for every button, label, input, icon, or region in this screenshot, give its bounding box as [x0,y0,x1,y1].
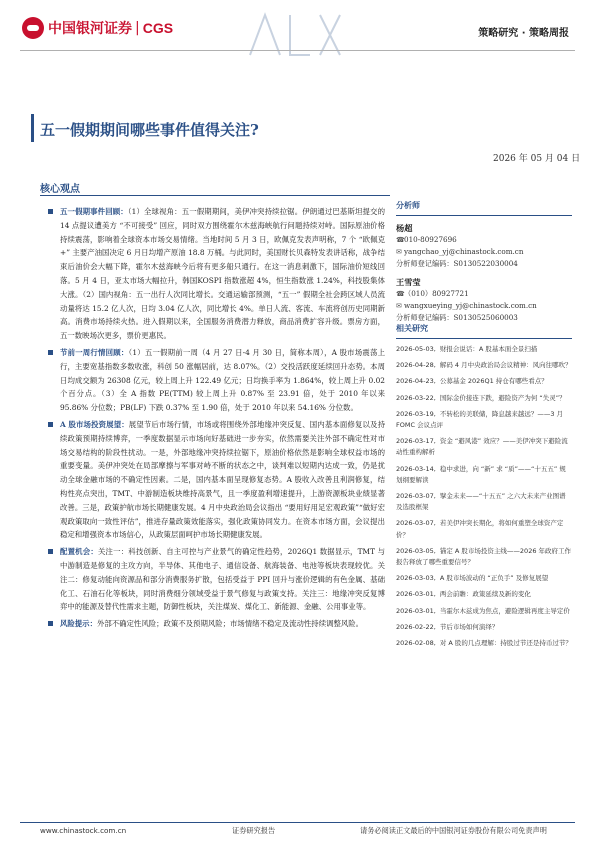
analyst-name: 杨超 [396,223,413,233]
analyst-name: 王雪莹 [396,277,421,287]
logo-text: 中国银河证券 [48,21,132,37]
paragraph-text: （1）全球视角：五一假期期间，美伊冲突持续拉锯。伊朗通过巴基斯坦提交的 14 点提议遭美方 “不可接受” 回应，同时双方围绕霍尔木兹海峡航行问题持续对峙。国际原油价格持续震荡，影响着全球资本市场交易情绪。当地时间 5 月 3 日，欧佩克发表声明称，7 个 “欧佩克+” 主要产油国决定 6 月日均增产原油 18.8 万桶。与此同时，美国财长贝森特发表讲话称，战争结束后油价会大幅下降，霍尔木兹海峡今后将有更多船只通行。在这一消息刺激下，国际油价短线回落。5 月 4 日，亚太市场大幅拉升，韩国KOSPI 指数涨超 4%，恒生指数涨 1.24%，科技股集体大涨。（2）国内视角：五一出行人次同比增长。交通运输部预测，“五一” 假期全社会跨区域人员流动量将达 15.2 亿人次，日均 3.04 亿人次，同比增长 4%。单日人流、客流、车流将创历史同期新高。消费市场持续火热。进入假期以来，全国服务消费潜力释放，商品消费扩容升级。票房方面，五一数映场次更多，票价更惠民。 [60,207,385,341]
related-date: 2026-03-03, [396,574,436,583]
related-list [396,344,572,649]
logo-separator: | [135,20,140,36]
related-item[interactable] [396,464,572,486]
related-title[interactable]: 公募基金 2026Q1 持仓有哪些看点？ [439,377,548,386]
related-title[interactable]: 稳中求进，向 “新” 求 “质”——“十五五” 规划纲要解读 [396,464,566,484]
related-research [396,323,572,649]
related-title[interactable]: 解码 4 月中央政治局会议精神：风向往哪吹？ [439,361,572,370]
related-date: 2026-02-08, [396,639,436,648]
related-title[interactable]: 锚定 A 股市场投资主线——2026 年政府工作报告释放了哪些重要信号？ [396,546,572,567]
paragraph-market-review [40,346,385,415]
related-heading: 相关研究 [396,323,572,339]
analyst-cert: 分析师登记编码：S0130525060003 [396,313,518,322]
footer-website[interactable]: www.chinastock.com.cn [40,826,127,835]
related-title[interactable]: 财报会说话：A 股基本面全景扫描 [439,345,538,353]
page-header [0,0,595,58]
report-title: 五一假期期间哪些事件值得关注? [40,121,259,139]
main-content [40,205,385,634]
phone-icon: ☎ [396,289,405,298]
paragraph-label: A 股市场投资展望： [60,419,129,429]
related-title[interactable]: 两会前瞻：政策延续及新的变化 [439,590,531,599]
company-logo [22,17,173,39]
logo-cgs: CGS [142,20,174,36]
related-date: 2026-04-28, [396,361,436,370]
title-accent-bar [31,114,34,142]
paragraph-label: 节前一周行情回顾： [60,347,129,357]
related-date: 2026-03-07, [396,519,436,528]
bullet-icon [48,209,53,214]
related-item[interactable] [396,376,572,387]
related-date: 2026-04-23, [396,377,436,386]
paragraph-text: 展望节后市场行情，市场或将围绕外部地缘冲突反复、国内基本面修复以及持续政策预期持续博弈，一季度数据显示市场向好基础进一步夯实，依然需要关注外部不确定性对市场交易结构的阶段性扰动。一是，外部地缘冲突持续拉锯下，原油价格依然是影响全球权益市场的重要变量。美伊冲突处在局部摩擦与军事对峙不断的状态之中，谈判难以短期内达成一致，仍是扰动全球金融市场的不确定性因素。二是，国内基本面呈现修复态势。A 股收入改善且利润修复，结构性亮点突出，TMT、中游制造板块维持高景气，且一季度盈利增速提升，上游资源板块业绩显著改善。三是，政策护航市场长期健康发展。4 月中央政治局会议指出 “要用好用足宏观政策”“做好宏观政策取向一致性评估”，推进存量政策效能落实，强化政策协同发力。在资本市场方面，会议提出稳定和增强资本市场信心，从政策层面呵护市场长期健康发展。 [60,419,385,540]
paragraph-label: 五一假期事件回顾： [60,207,128,216]
related-date: 2026-03-22, [396,393,436,402]
related-item[interactable] [396,622,572,633]
paragraph-risk [40,617,385,631]
related-title[interactable]: 若美伊冲突长期化，将如何重塑全球资产定价？ [396,519,564,539]
related-item[interactable] [396,436,572,458]
phone-icon: ☎ [396,235,405,244]
bullet-icon [48,549,53,554]
logo-icon [22,17,44,39]
related-item[interactable] [396,344,572,355]
analyst-cert: 分析师登记编码：S0130522030004 [396,259,518,268]
core-view-divider [40,195,390,196]
analyst-2 [396,276,572,324]
footer-divider [20,822,575,823]
report-category: 策略研究 · 策略周报 [478,28,569,39]
related-date: 2026-03-01, [396,590,436,599]
paragraph-allocation [40,545,385,614]
header-divider [20,50,575,51]
bullet-icon [48,422,53,427]
bullet-icon [48,350,53,355]
watermark-icon [240,10,350,60]
related-date: 2026-03-14, [396,464,436,473]
analyst-section [396,200,572,324]
footer-doc-type: 证券研究报告 [232,826,276,835]
related-date: 2026-03-05, [396,546,436,555]
related-item[interactable] [396,546,572,568]
related-date: 2026-03-19, [396,409,436,418]
email-icon: ✉ [396,247,403,256]
related-item[interactable] [396,491,572,513]
related-item[interactable] [396,360,572,371]
related-date: 2026-03-07, [396,492,436,501]
related-title[interactable]: 对 A 股的几点理解：持股过节还是持币过节？ [439,639,572,648]
related-title[interactable]: 节后市场如何演绎？ [439,622,499,631]
related-item[interactable] [396,573,572,584]
analyst-phone: （010）80927721 [404,289,469,298]
related-item[interactable] [396,409,572,431]
bullet-icon [48,621,53,626]
paragraph-label: 风险提示： [60,619,97,629]
core-view-heading: 核心观点 [40,184,80,195]
paragraph-text: （1）五一假期前一周（4 月 27 日-4 月 30 日，简称本周），A 股市场震荡上行，主要宽基指数多数收涨，科创 50 涨幅居前，达 8.07%。（2）交投活跃度延续回升态势。本周日均成交额为 26308 亿元，较上周上升 122.49 亿元；日均换手率为 1.864%，较上周上升 0.02 个百分点。（3）全 A 指数 PE(TTM) 较上周上升 0.87% 至 23.91 倍，处于 2010 年以来 95.86% 分位数；PB(LF) 下跌 0.37% 至 1.90 倍，处于 2010 年以来 54.16% 分位数。 [60,347,385,413]
paragraph-event-review [40,205,385,343]
analyst-email[interactable]: wangxueying_yj@chinastock.com.cn [404,301,537,310]
related-title[interactable]: A 股市场波动的 “正负手” 及修复展望 [439,574,549,583]
related-date: 2026-03-17, [396,437,436,446]
report-date: 2026 年 05 月 04 日 [493,154,581,164]
analyst-1 [396,222,572,270]
paragraph-text: 关注一：科技创新、自主可控与产业景气的确定性趋势，2026Q1 数据显示，TMT 与中游制造是修复的主攻方向，半导体、其他电子、通信设备、航海装备、电池等板块表现较优。关注二：修复动能向资源品和部分消费服务扩散，包括受益于 PPI 回升与涨价逻辑的有色金属、基础化工、石油石化等板块，同时消费细分领域受益于景气修复与政策支持。关注三：地缘冲突反复博弈中的能源及替代性需求主题，防御性板块，关注煤炭、煤化工、新能源、金融、公用事业等。 [60,547,385,612]
paragraph-outlook [40,418,385,542]
related-title[interactable]: 擘金未来——“十五五” 之六大未来产业图谱及选股框架 [396,492,566,512]
related-title[interactable]: 当霍尔木兹成为焦点，避险逻辑再度主导定价 [439,606,570,615]
related-item[interactable] [396,589,572,600]
related-title[interactable]: 国际金价接连下跌，避险资产为何 “失灵”？ [439,393,566,402]
paragraph-label: 配置机会： [60,547,98,557]
analyst-heading: 分析师 [396,200,572,216]
related-date: 2026-05-03, [396,345,436,353]
footer-disclaimer: 请务必阅读正文最后的中国银河证券股份有限公司免责声明 [360,826,547,835]
email-icon: ✉ [396,301,403,310]
related-item[interactable] [396,638,572,649]
related-item[interactable] [396,518,572,540]
paragraph-text: 外部不确定性风险；政策不及预期风险；市场情绪不稳定及流动性持续调整风险。 [96,619,364,629]
related-title[interactable]: 资金 “避风港” 效应？——美伊冲突下避险流动性重构解析 [396,437,568,457]
related-date: 2026-03-01, [396,606,436,615]
related-title[interactable]: 不转松的美联储，降息越来越远？——3 月 FOMC 会议点评 [396,409,564,430]
analyst-email[interactable]: yangchao_yj@chinastock.com.cn [404,247,524,256]
related-item[interactable] [396,393,572,404]
analyst-phone: 010-80927696 [404,235,457,244]
related-item[interactable] [396,606,572,617]
related-date: 2026-02-22, [396,622,436,631]
